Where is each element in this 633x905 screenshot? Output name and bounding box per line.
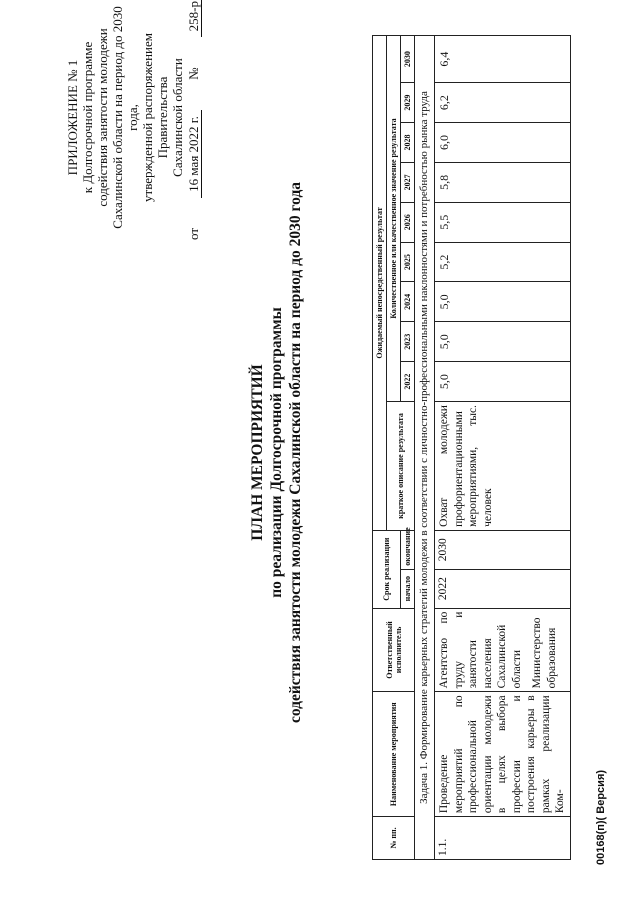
task-row [415,36,435,860]
plan-title-line: по реализации Долгосрочной программы [268,307,285,598]
appendix-line: к Долгосрочной программе [80,41,95,194]
row-value: 6,2 [435,83,571,123]
row-value: 5,0 [435,282,571,322]
plan-table [372,35,571,860]
row-value: 5,0 [435,362,571,402]
number-sign: № [186,67,201,80]
header-quant: Количественное или качественное значение результата [387,36,401,402]
header-num: № пп. [373,817,415,860]
header-year: 2023 [401,322,415,362]
header-year: 2030 [401,36,415,83]
row-value: 6,0 [435,123,571,163]
plan-title-line: содействия занятости молодежи Сахалинской области на период до 2030 года [287,181,304,724]
plan-title [248,0,305,905]
row-executor [435,608,571,692]
header-period: Срок реализации [373,530,401,608]
executor-primary: Агентство по труду и занятости населения Сахалинской области [438,611,523,689]
appendix-number: 258-р [186,0,202,37]
header-name: Наименование мероприятия [373,692,415,817]
header-start: начало [401,569,415,608]
appendix-block [65,0,202,240]
header-result: Ожидаемый непосредственный результат [373,36,387,531]
row-activity: Проведение мероприятий по профессиональной ориентации молодежи в целях выбора профессии и построения карьеры в рамках реализации Ком- [435,692,571,817]
row-num: 1.1. [435,817,571,860]
appendix-date: 16 мая 2022 г. [186,110,202,198]
header-year: 2027 [401,162,415,202]
header-row [373,36,387,860]
header-year: 2026 [401,202,415,242]
header-year: 2024 [401,282,415,322]
row-start: 2022 [435,569,571,608]
appendix-date-row [186,0,202,240]
table-row [435,36,571,860]
executor-secondary: Министерство образования [531,617,558,689]
appendix-line: Сахалинской области [170,58,185,177]
appendix-line: содействия занятости молодежи [95,28,110,207]
plan-title-line: ПЛАН МЕРОПРИЯТИЙ [249,364,266,541]
header-year: 2028 [401,123,415,163]
header-year: 2022 [401,362,415,402]
footer-stamp: 00168(п)( Версия) [595,769,607,865]
row-end: 2030 [435,530,571,569]
appendix-line: Сахалинской области на период до 2030 года, [110,6,140,229]
header-executor: Ответственный исполнитель [373,608,415,692]
row-value: 5,8 [435,162,571,202]
row-value: 5,5 [435,202,571,242]
row-value: 6,4 [435,36,571,83]
header-year: 2029 [401,83,415,123]
row-value: 5,2 [435,242,571,282]
header-short-desc: краткое описание результата [387,402,415,531]
appendix-line: утвержденной распоряжением Правительства [140,33,170,202]
date-prefix: от [186,227,201,240]
header-end: окончание [401,530,415,569]
task-title: Задача 1. Формирование карьерных стратегий молодежи в соответствии с личностно-профессиональными наклонностями и потребностью рынка труда [415,36,435,860]
appendix-title: ПРИЛОЖЕНИЕ № 1 [65,59,80,176]
row-value: 5,0 [435,322,571,362]
row-description: Охват молодежи профориентационными мероприятиями, тыс. человек [435,402,571,531]
header-year: 2025 [401,242,415,282]
